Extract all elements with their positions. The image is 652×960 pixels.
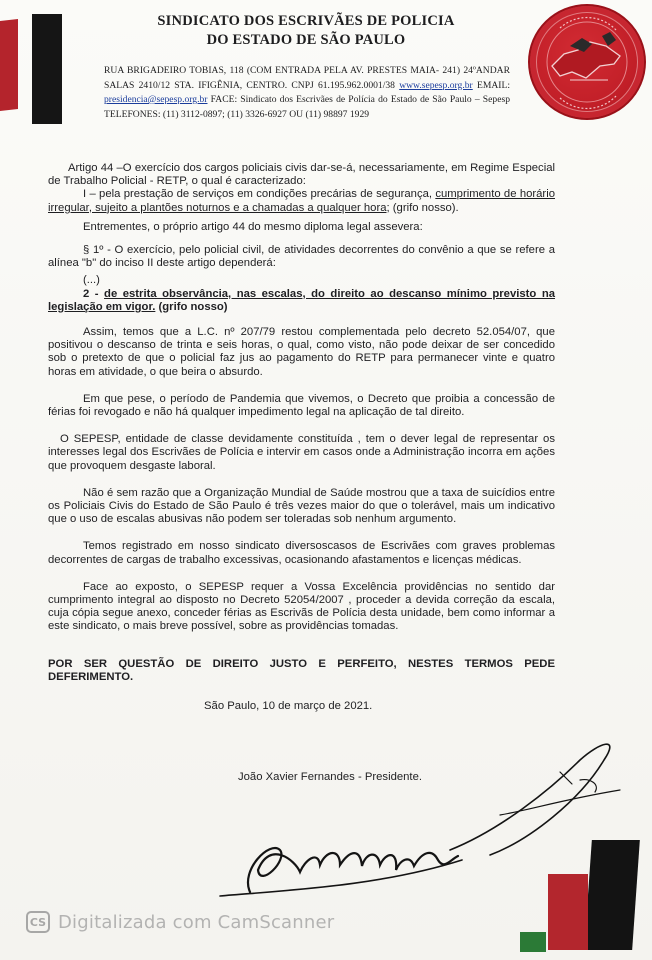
red-stripe-decoration xyxy=(0,19,18,111)
paragraph-registrado: Temos registrado em nosso sindicato diversoscasos de Escrivães com graves problemas decorrentes de cargas de trabalho excessivas, ocasionando afastamentos e licenças médicas. xyxy=(48,540,555,566)
item-2-number: 2 - xyxy=(83,287,105,300)
camscanner-watermark xyxy=(26,910,334,934)
paragraph-sepesp: O SEPESP, entidade de classe devidamente constituída , tem o dever legal de representar os interesses legal dos Escrivães de Polícia e intervir em casos onde a Administração incorra em ações que provoquem desgaste laboral. xyxy=(48,433,555,472)
paragraph-pandemia: Em que pese, o período de Pandemia que vivemos, o Decreto que proibia a concessão de férias foi revogado e não há qualquer impedimento legal na aplicação de tal direito. xyxy=(48,392,555,419)
paragraph-artigo-44: Artigo 44 –O exercício dos cargos policiais civis dar-se-á, necessariamente, em Regime Especial de Trabalho Policial - RETP, o qual é caracterizado: xyxy=(48,162,555,188)
camscanner-icon: CS xyxy=(26,911,50,933)
black-stripe-decoration xyxy=(32,14,62,124)
email-link: presidencia@sepesp.org.br xyxy=(104,94,208,105)
signatory-line: João Xavier Fernandes - Presidente. xyxy=(238,771,422,784)
inciso-i-underlined: cumprimento de horário irregular, sujeito a plantões noturnos e a chamadas a qualquer hora xyxy=(48,188,555,214)
address-text-1: RUA BRIGADEIRO TOBIAS, 118 (COM ENTRADA PELA AV. PRESTES MAIA- 241) 24ºANDAR SALAS 2410/12 STA. IFIGÊNIA, CENTRO. CNPJ 61.195.962.0001/38 xyxy=(104,65,510,91)
letterhead-title xyxy=(100,12,512,50)
letterhead-address xyxy=(104,64,510,122)
date-line: São Paulo, 10 de março de 2021. xyxy=(204,700,373,713)
item-2-end: (grifo nosso) xyxy=(155,300,228,313)
red-stripe-decoration-bottom xyxy=(548,874,588,950)
paragraph-deferimento: POR SER QUESTÃO DE DIREITO JUSTO E PERFEITO, NESTES TERMOS PEDE DEFERIMENTO. xyxy=(48,657,555,683)
letterhead-title-line2: DO ESTADO DE SÃO PAULO xyxy=(206,32,406,48)
address-text-2: FACE: Sindicato dos Escrivães de Polícia do Estado de São Paulo – Sepesp TELEFONES: (11) 3112-0897; (11) 3326-6927 OU (11) 98897 1929 xyxy=(104,94,510,120)
black-stripe-decoration-bottom xyxy=(584,840,640,950)
paragraph-paragrafo-1: § 1º - O exercício, pelo policial civil, de atividades decorrentes do convênio a que se refere a alínea "b" do inciso II deste artigo dependerá: xyxy=(48,244,555,270)
paragraph-oms: Não é sem razão que a Organização Mundial de Saúde mostrou que a taxa de suicídios entre os Policiais Civis do Estado de São Paulo é três vezes maior do que o tolerável, mais um indicativo que o uso de escalas abusivas não podem ser toleradas sob nenhum argumento. xyxy=(48,486,555,526)
union-seal-logo xyxy=(528,4,646,120)
item-2-underlined: de estrita observância, nas escalas, do direito ao descanso mínimo previsto na legislação em vigor. xyxy=(48,287,556,313)
paragraph-inciso-i xyxy=(48,188,555,214)
paragraph-assim: Assim, temos que a L.C. nº 207/79 restou complementada pelo decreto 52.054/07, que positivou o descanso de trinta e seis horas, o qual, como visto, não pode deixar de ser concedido sob o pretexto de que o policial faz jus ao pagamento do RETP para permanecer vinte e quatro horas em atividade, o que beira o absurdo. xyxy=(48,326,555,378)
email-label: EMAIL: xyxy=(472,79,510,91)
letterhead-title-line1: SINDICATO DOS ESCRIVÃES DE POLICIA xyxy=(157,13,455,29)
paragraph-face-ao-exposto: Face ao exposto, o SEPESP requer a Vossa Excelência providências no sentido dar cumprimento integral ao disposto no Decreto 52054/2007 , proceder a devida correção da escala, cuja cópia segue anexo, conceder férias as Escrivãs de Polícia desta unidade, bem como informar a este sindicato, o mais breve possível, sobre as providências tomadas. xyxy=(48,580,555,633)
camscanner-text: Digitalizada com CamScanner xyxy=(58,911,335,933)
paragraph-item-2 xyxy=(48,288,555,314)
website-link: www.sepesp.org.br xyxy=(399,79,473,91)
green-stripe-decoration-bottom xyxy=(520,932,546,952)
inciso-i-text: I – pela prestação de serviços em condições precárias de segurança, xyxy=(83,188,436,201)
inciso-i-end: ; (grifo nosso). xyxy=(386,201,459,214)
letter-body xyxy=(48,162,555,785)
paragraph-ellipsis: (...) xyxy=(83,274,100,287)
paragraph-entrementes: Entrementes, o próprio artigo 44 do mesmo diploma legal assevera: xyxy=(83,220,423,233)
